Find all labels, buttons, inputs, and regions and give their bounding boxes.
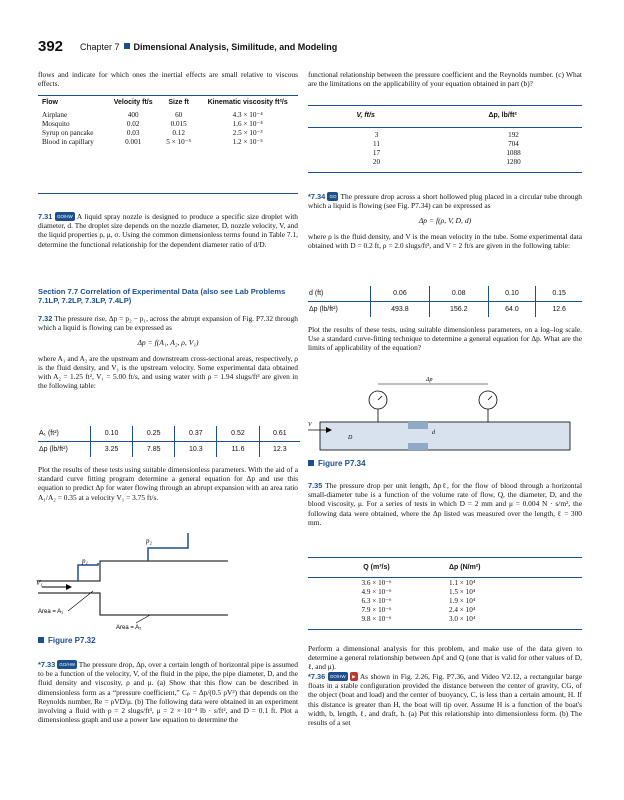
table-row: Airplane 400 60 4.3 × 10⁻⁴ [42,111,263,119]
video-play-icon: ▶ [350,672,357,681]
rule [308,105,582,106]
flow-rate-table-body [308,579,582,624]
rule [308,557,582,558]
rule [308,577,582,578]
problem-number: 7.31 [38,212,53,221]
th-size: Size ft [168,99,189,106]
flow-rate-table [308,563,582,572]
go-badge-icon: GO [327,192,338,201]
table-row: 3.6 × 10⁻⁶ 1.1 × 10⁴ [361,579,476,587]
equation: Δp = f(ρ, V, D, d) [418,216,472,226]
problem-7-35-cont: Perform a dimensional analysis for this problem, and make use of the data given to determine a general relationship between Δpℓ and Q (one that is valid for other values of D, ℓ, and μ). [308,644,582,672]
table-row: d (ft) 0.06 0.08 0.10 0.15 [308,286,582,302]
problem-7-34: *7.34 GO The pressure drop across a short hollowed plug placed in a circular tube through which a liquid is flowing (see Fig. P7.34) can be expressed as Δp = f(ρ, V, D, d) where ρ is the fluid density, and V is the mean velocity in the tube. Some experimental data obtained with D = 0.2 ft, ρ = 2.0 slugs/ft³, and V = 2 ft/s are given in the following table: [308,192,582,250]
figure-p7-34 [308,374,582,454]
chapter-label: Chapter 7 [80,42,120,52]
square-icon [124,43,130,49]
table-row: 3 192 [374,131,519,139]
problem-7-32-cont: Plot the results of these tests using suitable dimensionless parameters. With the aid of a standard curve fitting program determine a general equation for Δp and use this equation to predict Δp for water flowing through an abrupt expansion with an area ratio A₁/A₂ = 0.35 at a velocity V₁ = 3.75 ft/s. [38,465,298,502]
table-row: 11 704 [373,140,519,148]
label-v: V [308,422,312,428]
table-row: Blood in capillary 0.001 5 × 10⁻⁵ 1.2 × 10⁻⁵ [42,138,263,146]
problem-7-31: 7.31 GO/HW A liquid spray nozzle is designed to produce a specific size droplet with diameter, d. The droplet size depends on the nozzle diameter, D, nozzle velocity, V, and the liquid properties ρ, μ, σ. Using the common dimensionless terms found in Table 7.1, determine the functional relationship for the dependent diameter ratio of d/D. [38,212,298,249]
table-row: A₁ (ft²) 0.10 0.25 0.37 0.52 0.61 [38,426,300,442]
gohw-badge-icon: GO/HW [328,672,348,681]
problem-7-34-cont: Plot the results of these tests, using suitable dimensionless parameters, on a log–log scale. Use a standard curve-fitting technique to determine a general equation for Δp. What are the limits of applicability of the equation? [308,325,582,353]
flow-table [38,98,298,147]
label-area2: Area = A₂ [116,625,142,631]
rule [38,95,298,96]
th-dp: Δp, lb/ft² [488,112,517,119]
table-row: 9.8 × 10⁻⁶ 3.0 × 10⁴ [361,615,476,623]
rule [308,172,582,173]
label-v1: V₁ [36,579,43,587]
figure-p7-32 [38,523,238,631]
page-number: 392 [38,38,64,55]
problem-7-36: *7.36 GO/HW ▶ As shown in Fig. 2.26, Fig. P7.36, and Video V2.12, a rectangular barge floats in a stable configuration provided the distance between the center of gravity, CG, of the object (boat and load) and the center of buoyancy, C, is less than a certain amount, H. If this distance is greater than H, the boat will tip over. Assume H is a function of the boat's width, b, length, ℓ, and draft, h. (a) Put this relationship into dimensionless form. (b) The results of a set [308,672,582,728]
th-flow: Flow [42,99,58,106]
th-viscosity: Kinematic viscosity ft²/s [207,99,288,106]
figure-caption: Figure P7.32 [38,636,96,645]
table-row: Δp (lb/ft²) 493.8 156.2 64.0 12.6 [308,302,582,318]
label-dp: Δp [426,377,433,383]
velocity-table-body [308,131,582,167]
table-row: Δp (lb/ft²) 3.25 7.85 10.3 11.6 12.3 [38,442,300,458]
rule [308,127,582,128]
problem-number: *7.36 [308,672,326,681]
chapter-title: Dimensional Analysis, Similitude, and Modeling [133,42,338,52]
rule [38,193,298,194]
problem-number: 7.35 [308,481,323,490]
table-row: 6.3 × 10⁻⁶ 1.9 × 10⁴ [361,597,476,605]
table-row: Syrup on pancake 0.03 0.12 2.5 × 10⁻³ [42,129,263,137]
square-icon [308,460,314,466]
problem-number: *7.34 [308,192,326,201]
table-row: 17 1088 [372,149,521,157]
equation: Δp = f(A₁, A₂, ρ, V₁) [137,338,199,348]
label-d: d [432,430,435,436]
diameter-table [308,286,582,317]
section-heading: Section 7.7 Correlation of Experimental Data (also see Lab Problems 7.1LP, 7.2LP, 7.3LP, 7.4LP) [38,287,286,306]
th-velocity: Velocity ft/s [113,99,153,106]
velocity-table [308,111,582,120]
rule [308,629,582,630]
right-intro: functional relationship between the pressure coefficient and the Reynolds number. (c) What are the limitations on the applicability of your equation obtained in part (b)? [308,70,582,89]
label-area1: Area = A₁ [38,609,64,615]
problem-number: *7.33 [38,660,56,669]
problem-7-33: *7.33 GO/HW The pressure drop, Δp, over a certain length of horizontal pipe is assumed to be a function of the velocity, V, of the fluid in the pipe, the pipe diameter, D, and the fluid density and viscosity, ρ and μ. (a) Show that this flow can be described in dimensionless form as a “pressure coefficient,” Cₚ = Δp/(0.5 ρV²) that depends on the Reynolds number, Re = ρVD/μ. (b) The following data were obtained in an experiment involving a fluid with ρ = 2 slugs/ft³, μ = 2 × 10⁻³ lb · s/ft², and D = 0.1 ft. Plot a dimensionless graph and use a power law equation to determine the [38,660,298,725]
problem-number: 7.32 [38,314,53,323]
th-dp: Δp (N/m²) [449,564,481,571]
square-icon [38,637,44,643]
table-row: Mosquito 0.02 0.015 1.6 × 10⁻⁴ [42,120,263,128]
gohw-badge-icon: GO/HW [55,212,75,221]
gohw-badge-icon: GO/HW [57,660,77,669]
problem-7-35: 7.35 The pressure drop per unit length, Δpℓ, for the flow of blood through a horizontal small-diameter tube is a function of the volume rate of flow, Q, the diameter, D, and the blood viscosity, μ. For a series of tests in which D = 2 mm and μ = 0.004 N · s/m², the following data were obtained, where the Δp listed was measured over the length, ℓ = 300 mm. [308,481,583,527]
th-v: V, ft/s [356,112,375,119]
area-table [38,426,300,457]
problem-7-32: 7.32 The pressure rise, Δp = p₂ − p₁, across the abrupt expansion of Fig. P7.32 through which a liquid is flowing can be expressed as Δp = f(A₁, A₂, ρ, V₁) where A₁ and A₂ are the upstream and downstream cross-sectional areas, respectively, ρ is the fluid density, and V₁ is the upstream velocity. Some experimental data obtained with A₂ = 1.25 ft², V₁ = 5.00 ft/s, and using water with ρ = 1.94 slugs/ft³ are given in the following table: [38,314,298,391]
table-row: 20 1280 [372,158,521,166]
left-intro: flows and indicate for which ones the inertial effects are small relative to viscous effects. [38,70,298,89]
label-D: D [348,435,353,441]
label-p1: p₁ [82,557,88,565]
th-q: Q (m³/s) [363,564,390,571]
table-row: 4.9 × 10⁻⁶ 1.5 × 10⁴ [361,588,476,596]
label-p2: p₂ [146,537,152,545]
figure-caption: Figure P7.34 [308,459,366,468]
running-header [80,42,337,52]
table-row: 7.9 × 10⁻⁶ 2.4 × 10⁴ [361,606,476,614]
